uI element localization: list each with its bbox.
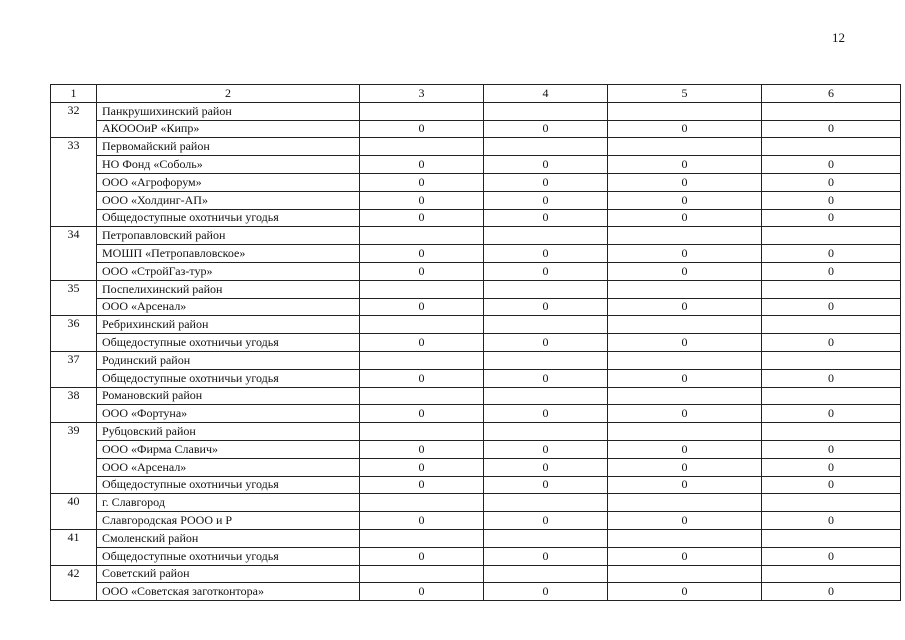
entry-row — [51, 369, 901, 387]
empty-cell — [360, 102, 484, 120]
entry-row — [51, 476, 901, 494]
district-row — [51, 565, 901, 583]
row-number: 32 — [51, 102, 97, 138]
value-cell: 0 — [608, 458, 762, 476]
entry-row — [51, 440, 901, 458]
value-cell: 0 — [608, 245, 762, 263]
empty-cell — [608, 138, 762, 156]
value-cell: 0 — [762, 583, 901, 601]
value-cell: 0 — [608, 173, 762, 191]
empty-cell — [360, 494, 484, 512]
value-cell: 0 — [360, 547, 484, 565]
entry-row — [51, 156, 901, 174]
entry-name: Общедоступные охотничьи угодья — [97, 547, 360, 565]
district-row — [51, 423, 901, 441]
district-row — [51, 102, 901, 120]
value-cell: 0 — [484, 173, 608, 191]
table-body — [51, 85, 901, 601]
empty-cell — [360, 316, 484, 334]
district-name: Смоленский район — [97, 529, 360, 547]
empty-cell — [484, 423, 608, 441]
entry-name: ООО «Советская заготконтора» — [97, 583, 360, 601]
value-cell: 0 — [484, 512, 608, 530]
entry-name: Славгородская РООО и Р — [97, 512, 360, 530]
value-cell: 0 — [484, 191, 608, 209]
empty-cell — [360, 387, 484, 405]
entry-row — [51, 191, 901, 209]
entry-row — [51, 458, 901, 476]
district-name: Поспелихинский район — [97, 280, 360, 298]
empty-cell — [762, 387, 901, 405]
row-number: 41 — [51, 529, 97, 565]
empty-cell — [608, 280, 762, 298]
empty-cell — [484, 280, 608, 298]
value-cell: 0 — [360, 245, 484, 263]
value-cell: 0 — [360, 120, 484, 138]
empty-cell — [484, 529, 608, 547]
value-cell: 0 — [360, 209, 484, 227]
district-row — [51, 227, 901, 245]
empty-cell — [608, 423, 762, 441]
column-header: 5 — [608, 85, 762, 103]
district-row — [51, 494, 901, 512]
value-cell: 0 — [762, 120, 901, 138]
empty-cell — [360, 423, 484, 441]
column-header: 6 — [762, 85, 901, 103]
row-number: 33 — [51, 138, 97, 227]
entry-row — [51, 173, 901, 191]
value-cell: 0 — [762, 245, 901, 263]
entry-row — [51, 547, 901, 565]
value-cell: 0 — [484, 334, 608, 352]
empty-cell — [762, 138, 901, 156]
entry-name: ООО «Арсенал» — [97, 458, 360, 476]
entry-row — [51, 209, 901, 227]
district-row — [51, 280, 901, 298]
value-cell: 0 — [608, 334, 762, 352]
value-cell: 0 — [762, 209, 901, 227]
value-cell: 0 — [360, 156, 484, 174]
empty-cell — [484, 316, 608, 334]
table-header-row — [51, 85, 901, 103]
district-name: Панкрушихинский район — [97, 102, 360, 120]
entry-row — [51, 298, 901, 316]
empty-cell — [762, 423, 901, 441]
value-cell: 0 — [608, 191, 762, 209]
value-cell: 0 — [360, 512, 484, 530]
district-row — [51, 529, 901, 547]
value-cell: 0 — [608, 547, 762, 565]
empty-cell — [608, 529, 762, 547]
value-cell: 0 — [762, 191, 901, 209]
empty-cell — [360, 138, 484, 156]
entry-row — [51, 405, 901, 423]
value-cell: 0 — [484, 209, 608, 227]
empty-cell — [484, 351, 608, 369]
value-cell: 0 — [762, 156, 901, 174]
entry-name: ООО «Арсенал» — [97, 298, 360, 316]
row-number: 37 — [51, 351, 97, 387]
empty-cell — [762, 494, 901, 512]
value-cell: 0 — [762, 440, 901, 458]
column-header: 2 — [97, 85, 360, 103]
value-cell: 0 — [360, 476, 484, 494]
value-cell: 0 — [484, 583, 608, 601]
value-cell: 0 — [360, 405, 484, 423]
entry-name: НО Фонд «Соболь» — [97, 156, 360, 174]
value-cell: 0 — [762, 369, 901, 387]
column-header: 4 — [484, 85, 608, 103]
empty-cell — [762, 316, 901, 334]
row-number: 35 — [51, 280, 97, 316]
column-header: 3 — [360, 85, 484, 103]
empty-cell — [360, 227, 484, 245]
value-cell: 0 — [608, 120, 762, 138]
value-cell: 0 — [360, 583, 484, 601]
entry-row — [51, 262, 901, 280]
empty-cell — [484, 227, 608, 245]
empty-cell — [762, 529, 901, 547]
value-cell: 0 — [762, 173, 901, 191]
value-cell: 0 — [762, 334, 901, 352]
empty-cell — [762, 351, 901, 369]
entry-row — [51, 512, 901, 530]
empty-cell — [484, 494, 608, 512]
value-cell: 0 — [608, 262, 762, 280]
value-cell: 0 — [360, 191, 484, 209]
row-number: 36 — [51, 316, 97, 352]
entry-name: ООО «Фортуна» — [97, 405, 360, 423]
value-cell: 0 — [484, 245, 608, 263]
empty-cell — [762, 565, 901, 583]
empty-cell — [360, 529, 484, 547]
empty-cell — [484, 138, 608, 156]
data-table — [50, 84, 901, 601]
value-cell: 0 — [762, 298, 901, 316]
value-cell: 0 — [608, 298, 762, 316]
entry-name: МОШП «Петропавловское» — [97, 245, 360, 263]
value-cell: 0 — [360, 458, 484, 476]
value-cell: 0 — [360, 334, 484, 352]
entry-row — [51, 583, 901, 601]
empty-cell — [360, 565, 484, 583]
empty-cell — [608, 351, 762, 369]
value-cell: 0 — [608, 583, 762, 601]
empty-cell — [608, 316, 762, 334]
district-name: г. Славгород — [97, 494, 360, 512]
empty-cell — [360, 280, 484, 298]
district-row — [51, 316, 901, 334]
value-cell: 0 — [484, 262, 608, 280]
value-cell: 0 — [484, 476, 608, 494]
value-cell: 0 — [608, 405, 762, 423]
district-name: Первомайский район — [97, 138, 360, 156]
entry-row — [51, 245, 901, 263]
district-row — [51, 351, 901, 369]
row-number: 39 — [51, 423, 97, 494]
empty-cell — [608, 227, 762, 245]
value-cell: 0 — [484, 120, 608, 138]
value-cell: 0 — [360, 298, 484, 316]
district-name: Романовский район — [97, 387, 360, 405]
entry-name: ООО «Фирма Славич» — [97, 440, 360, 458]
row-number: 40 — [51, 494, 97, 530]
empty-cell — [484, 102, 608, 120]
district-row — [51, 138, 901, 156]
empty-cell — [608, 102, 762, 120]
value-cell: 0 — [360, 173, 484, 191]
district-name: Петропавловский район — [97, 227, 360, 245]
value-cell: 0 — [762, 405, 901, 423]
value-cell: 0 — [360, 262, 484, 280]
column-header: 1 — [51, 85, 97, 103]
row-number: 38 — [51, 387, 97, 423]
value-cell: 0 — [762, 476, 901, 494]
district-name: Рубцовский район — [97, 423, 360, 441]
row-number: 42 — [51, 565, 97, 601]
district-name: Ребрихинский район — [97, 316, 360, 334]
value-cell: 0 — [484, 547, 608, 565]
empty-cell — [360, 351, 484, 369]
empty-cell — [608, 387, 762, 405]
district-row — [51, 387, 901, 405]
entry-name: Общедоступные охотничьи угодья — [97, 476, 360, 494]
value-cell: 0 — [484, 440, 608, 458]
empty-cell — [484, 565, 608, 583]
empty-cell — [762, 227, 901, 245]
value-cell: 0 — [608, 156, 762, 174]
district-name: Советский район — [97, 565, 360, 583]
empty-cell — [762, 280, 901, 298]
value-cell: 0 — [484, 369, 608, 387]
value-cell: 0 — [608, 209, 762, 227]
entry-name: Общедоступные охотничьи угодья — [97, 334, 360, 352]
value-cell: 0 — [484, 156, 608, 174]
page-number: 12 — [832, 30, 845, 45]
value-cell: 0 — [484, 458, 608, 476]
value-cell: 0 — [608, 440, 762, 458]
value-cell: 0 — [762, 512, 901, 530]
district-name: Родинский район — [97, 351, 360, 369]
value-cell: 0 — [608, 369, 762, 387]
entry-name: ООО «Холдинг-АП» — [97, 191, 360, 209]
entry-name: ООО «СтройГаз-тур» — [97, 262, 360, 280]
entry-row — [51, 334, 901, 352]
value-cell: 0 — [608, 512, 762, 530]
row-number: 34 — [51, 227, 97, 280]
value-cell: 0 — [762, 458, 901, 476]
empty-cell — [608, 565, 762, 583]
value-cell: 0 — [762, 547, 901, 565]
entry-name: ООО «Агрофорум» — [97, 173, 360, 191]
entry-name: АКОООиР «Кипр» — [97, 120, 360, 138]
entry-row — [51, 120, 901, 138]
entry-name: Общедоступные охотничьи угодья — [97, 209, 360, 227]
entry-name: Общедоступные охотничьи угодья — [97, 369, 360, 387]
value-cell: 0 — [360, 440, 484, 458]
value-cell: 0 — [484, 405, 608, 423]
value-cell: 0 — [484, 298, 608, 316]
value-cell: 0 — [608, 476, 762, 494]
empty-cell — [762, 102, 901, 120]
empty-cell — [484, 387, 608, 405]
value-cell: 0 — [360, 369, 484, 387]
value-cell: 0 — [762, 262, 901, 280]
empty-cell — [608, 494, 762, 512]
